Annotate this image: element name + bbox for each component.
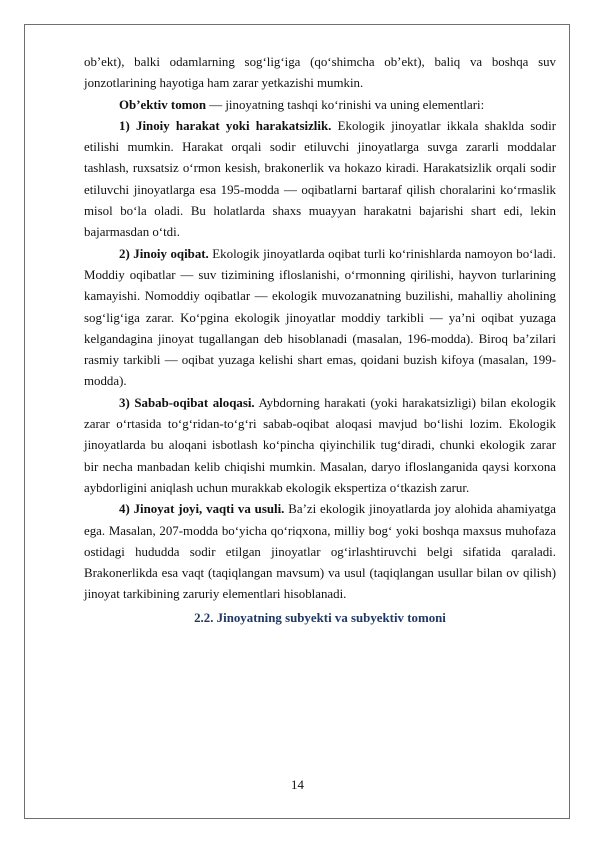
- obektiv-heading: Ob’ektiv tomon: [119, 97, 207, 112]
- item-1-paragraph: [84, 116, 556, 244]
- obektiv-paragraph: [84, 95, 556, 116]
- item-3-text: Aybdorning harakati (yoki harakatsizligi) bilan ekologik zarar o‘rtasida to‘g‘ridan-to‘g‘ri sabab-oqibat aloqasi mavjud bo‘lishi lozim. Ekologik jinoyatlarda bu aloqani isbotlash ko‘pincha qiyinchilik tug‘diradi, chunki ekologik zarar bir necha manbadan kelib chiqishi mumkin. Masalan, daryo ifloslanganida qaysi korxona aybdorligini aniqlash uchun murakkab ekologik ekspertiza o‘tkazish zarur.: [84, 395, 557, 495]
- item-3-heading: 3) Sabab-oqibat aloqasi.: [119, 395, 255, 410]
- intro-text: ob’ekt), balki odamlarning sog‘lig‘iga (qo‘shimcha ob’ekt), baliq va boshqa suv jonzotlarining hayotiga ham zarar yetkazishi mumkin.: [84, 55, 556, 91]
- document-body: [84, 52, 556, 629]
- item-1-heading: 1) Jinoiy harakat yoki harakatsizlik.: [119, 118, 332, 133]
- item-4-heading: 4) Jinoyat joyi, vaqti va usuli.: [119, 502, 285, 517]
- intro-paragraph: [84, 52, 556, 95]
- item-2-paragraph: [84, 244, 556, 393]
- item-4-paragraph: [84, 499, 556, 605]
- item-2-text: Ekologik jinoyatlarda oqibat turli ko‘rinishlarda namoyon bo‘ladi. Moddiy oqibatlar — suv tizimining ifloslanishi, o‘rmonning qirilishi, hayvon turlarining kamayishi. Nomoddiy oqibatlar — ekologik muvozanatning buzilishi, mahalliy aholining sog‘lig‘iga zarar. Ko‘pgina ekologik jinoyatlar moddiy tarkibli — ya’ni oqibat yuzaga kelgandagina jinoyat tugallangan deb hisoblanadi (masalan, 196-modda). Biroq ba’zilari rasmiy tarkibli — oqibat yuzaga kelishi shart emas, qoidani buzish kifoya (masalan, 199-modda).: [84, 246, 556, 389]
- page-number: 14: [291, 778, 304, 792]
- item-3-paragraph: [84, 393, 556, 499]
- obektiv-text: — jinoyatning tashqi ko‘rinishi va uning elementlari:: [206, 97, 485, 112]
- item-2-heading: 2) Jinoiy oqibat.: [119, 246, 209, 261]
- section-subtitle: 2.2. Jinoyatning subyekti va subyektiv tomoni: [194, 610, 446, 625]
- item-4-text: Ba’zi ekologik jinoyatlarda joy alohida ahamiyatga ega. Masalan, 207-modda bo‘yicha qo‘riqxona, milliy bog‘ yoki boshqa maxsus muhofaza ostidagi hududda sodir etilgan jinoyatlar og‘irlashtiruvchi belgi sifatida qaraladi. Brakonerlikda esa vaqt (taqiqlangan mavsum) va usul (taqiqlangan usullar bilan ov qilish) jinoyat tarkibining zaruriy elementlari hisoblanadi.: [84, 502, 556, 602]
- item-1-text: Ekologik jinoyatlar ikkala shaklda sodir etilishi mumkin. Harakat orqali sodir etiluvchi jinoyatlarga suvga zararli moddalar tashlash, ruxsatsiz o‘rmon kesish, brakonerlik va hokazo kiradi. Harakatsizlik orqali sodir etiluvchi jinoyatlarga esa 195-modda — oqibatlarni bartaraf qilish choralarini ko‘rmaslik misol bo‘la oladi. Bu holatlarda shaxs muayyan harakatni bajarishi shart edi, lekin bajarmasdan o‘tdi.: [84, 118, 556, 240]
